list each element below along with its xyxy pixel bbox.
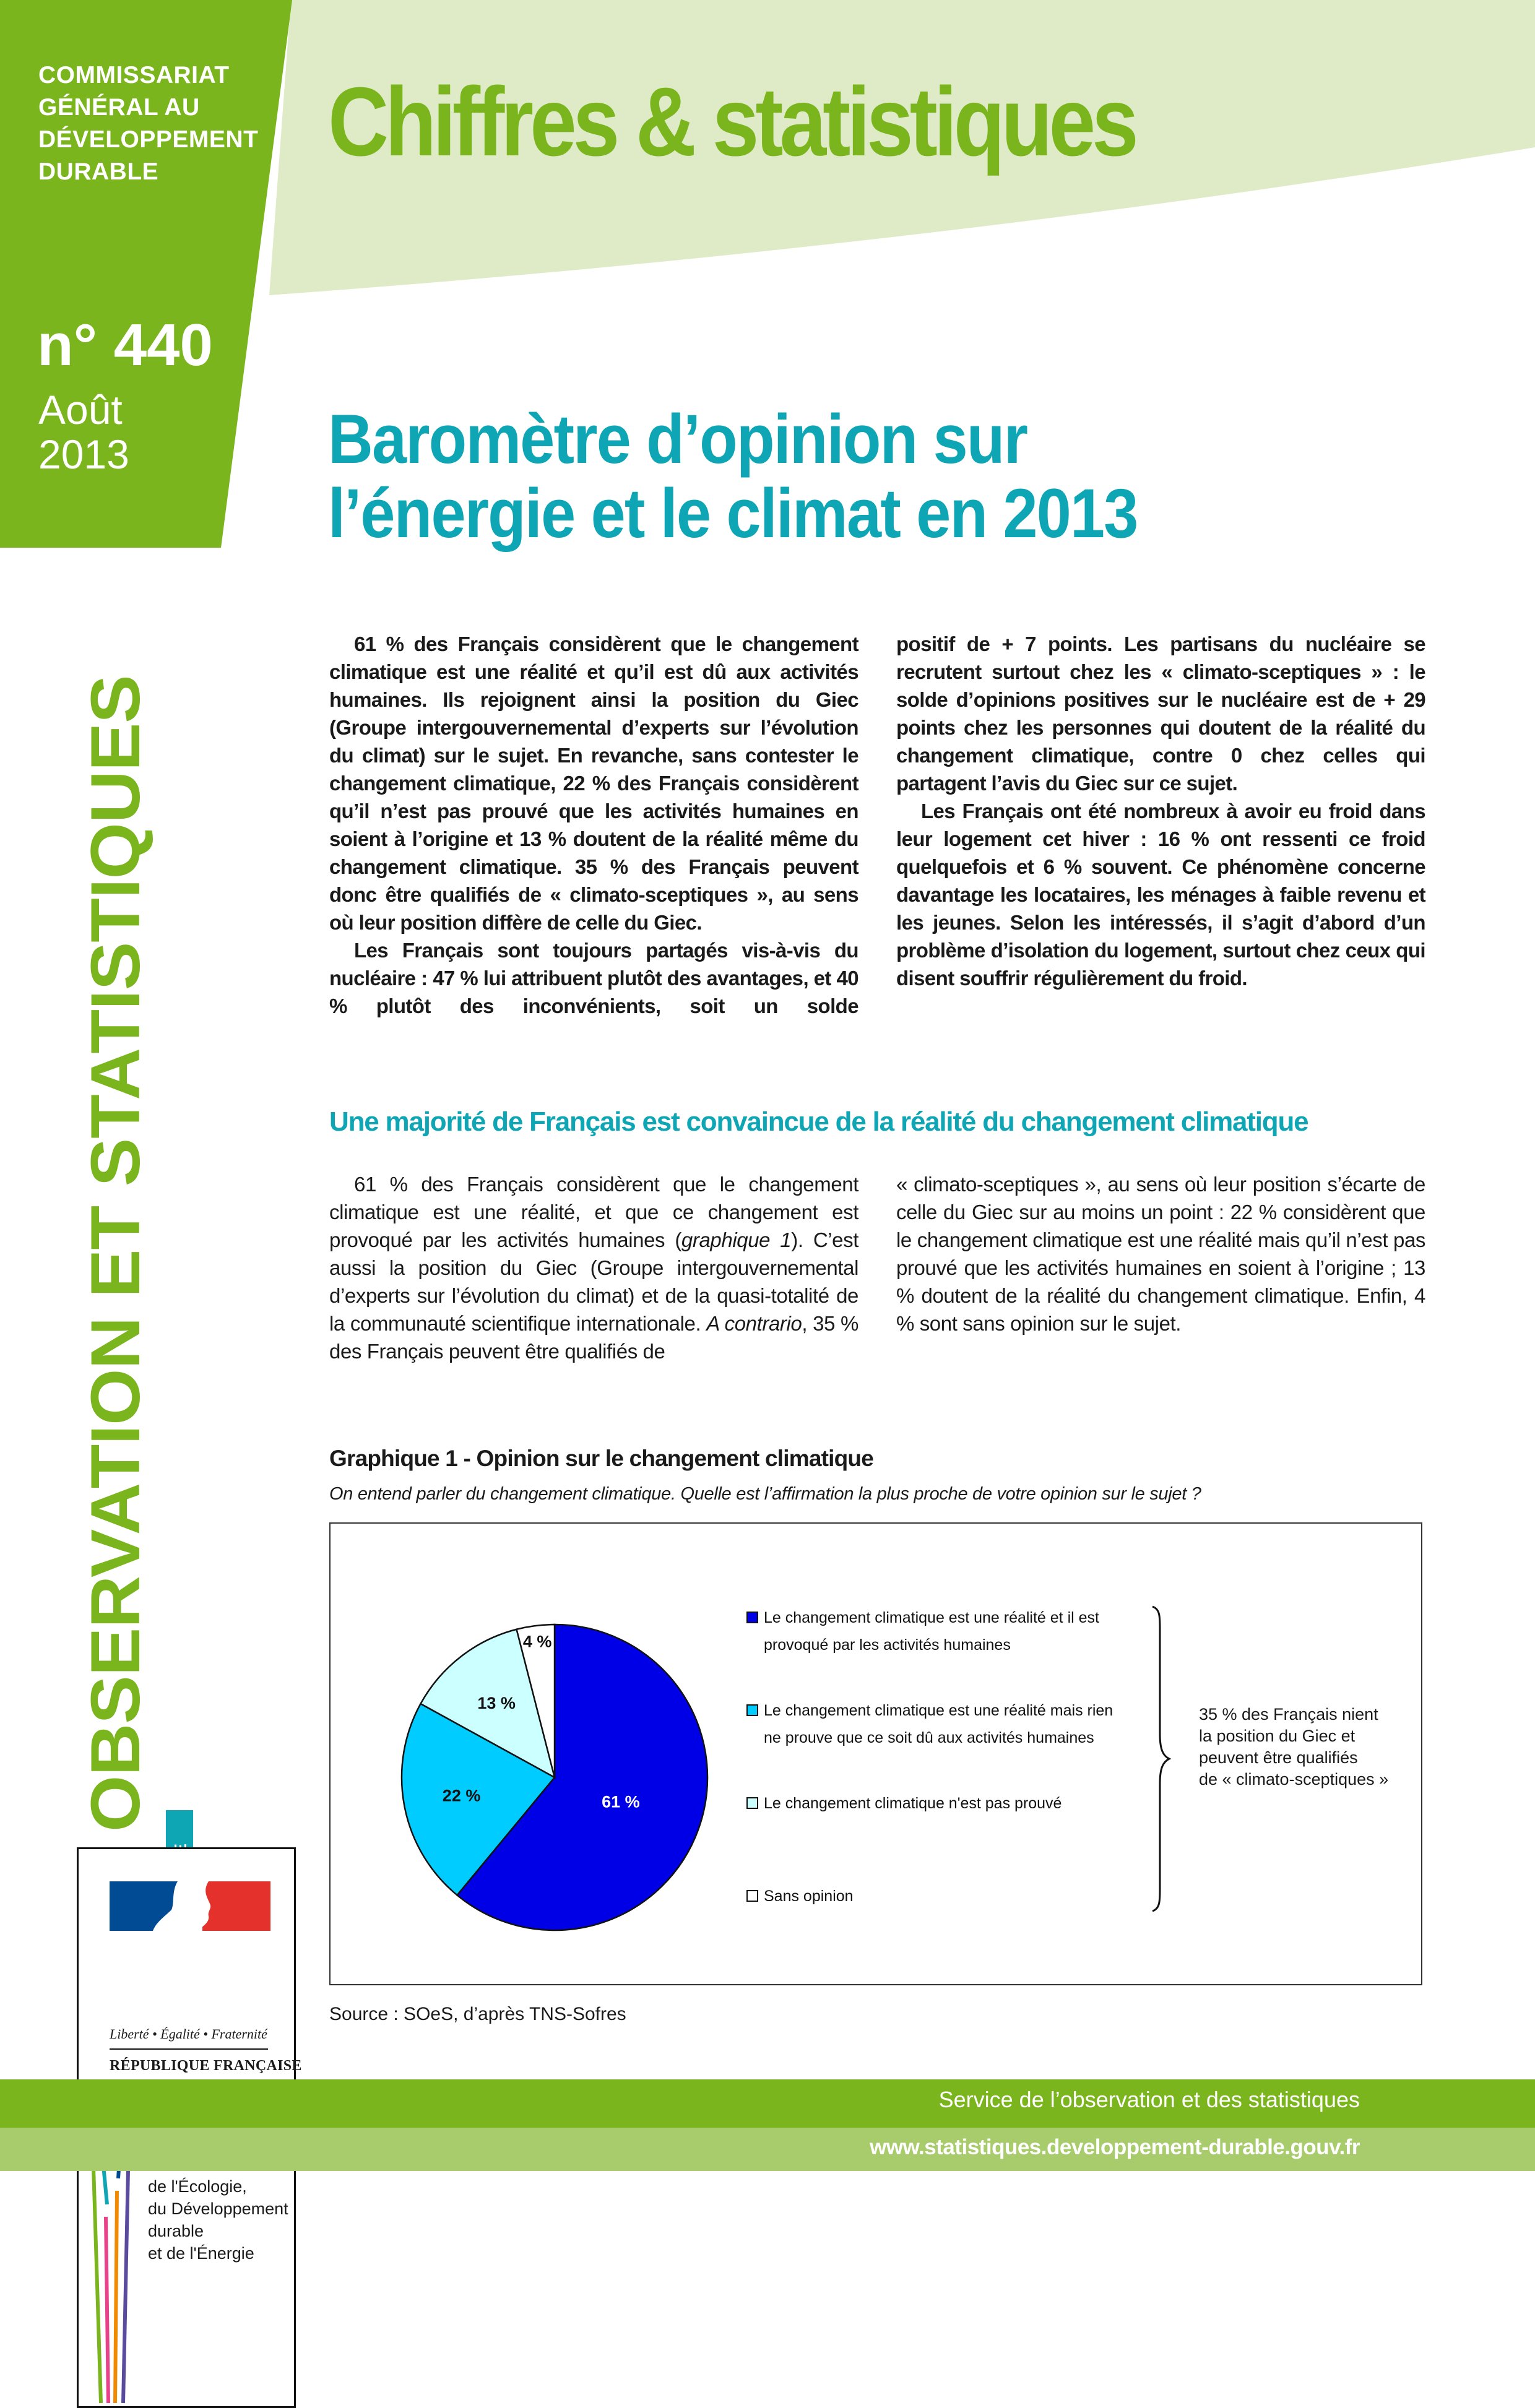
publication-brand: Chiffres & statistiques	[328, 67, 1135, 176]
annotation-line: la position du Giec et	[1199, 1727, 1356, 1745]
section-right-column	[896, 1170, 1425, 1337]
section-text: ). C’est aussi la position du Giec (Groupe intergouvernemental d’experts sur l’évolution du climat) et de la quasi-totalité de la communauté scientifique internationale.	[329, 1228, 858, 1335]
intro-paragraph: 61 % des Français considèrent que le changement climatique est une réalité et qu’il est dû aux activités humaines. Ils rejoignent ainsi la position du Giec (Groupe intergouvernemental d’experts sur l’évolution du climat) sur le sujet. En revanche, sans contester le changement climatique, 22 % des Français considèrent qu’il n’est pas prouvé que les activités humaines en soient à l’origine et 13 % doutent de la réalité même du changement climatique. 35 % des Français peuvent donc être qualifiés de « climato-sceptiques », au sens où leur position diffère de celle du Giec.	[329, 632, 858, 934]
brace-icon	[1148, 1604, 1185, 1914]
page-title	[328, 402, 1137, 551]
intro-paragraph: Les Français ont été nombreux à avoir eu froid dans leur logement cet hiver : 16 % ont ressenti ce froid quelquefois et 6 % souvent. Ce phénomène concerne davantage les locataires, les ménages à faible revenu et les jeunes. Selon les intéressés, il s’agit d’abord d’un problème d’isolation du logement, surtout chez ceux qui disent souffrir régulièrement du froid.	[896, 800, 1425, 990]
chart-source: Source : SOeS, d’après TNS-Sofres	[329, 2004, 626, 2024]
issue-date	[38, 387, 129, 477]
section-heading: Une majorité de Français est convaincue de la réalité du changement climatique	[329, 1107, 1308, 1137]
legend-label-line: provoqué par les activités humaines	[764, 1636, 1011, 1654]
title-line-1: Baromètre d’opinion sur	[328, 400, 1027, 478]
ministry-line: du Développement	[148, 2199, 288, 2218]
footer-website-link[interactable]: www.statistiques.developpement-durable.gouv.fr	[870, 2135, 1360, 2159]
intro-paragraph: positif de + 7 points. Les partisans du nucléaire se recrutent surtout chez les « climato-sceptiques » : le solde d’opinions positives sur le nucléaire est de + 29 points chez les personnes qui doutent de la réalité du changement climatique, contre 0 chez celles qui partagent l’avis du Giec sur ce sujet.	[896, 632, 1425, 795]
intro-left-column	[329, 630, 858, 1020]
chart-reference-link[interactable]: graphique 1	[681, 1228, 792, 1251]
legend-label-line: Le changement climatique n'est pas prouvé	[764, 1795, 1062, 1812]
chart-subtitle: On entend parler du changement climatique. Quelle est l’affirmation la plus proche de votre opinion sur le sujet ?	[329, 1484, 1201, 1504]
legend-label	[764, 1883, 854, 1910]
marianne-flag-icon	[110, 1879, 270, 1935]
section-paragraph: « climato-sceptiques », au sens où leur position s’écarte de celle du Giec sur au moins un point : 22 % considèrent que le changement climatique est une réalité mais qu’il n’est pas prouvé que les activités humaines en soient à l’origine ; 13 % doutent de la réalité du changement climatique. Enfin, 4 % sont sans opinion sur le sujet.	[896, 1173, 1425, 1335]
legend-swatch	[746, 1890, 758, 1902]
chart-title: Graphique 1 - Opinion sur le changement climatique	[329, 1446, 873, 1471]
pie-data-label: 61 %	[602, 1792, 640, 1811]
legend-swatch	[746, 1612, 758, 1623]
issue-year: 2013	[38, 431, 129, 477]
title-line-2: l’énergie et le climat en 2013	[328, 475, 1138, 552]
org-line-1: COMMISSARIAT	[38, 62, 230, 88]
annotation-line: peuvent être qualifiés	[1199, 1748, 1358, 1767]
pie-data-label: 4 %	[522, 1632, 552, 1651]
section-paragraph	[329, 1170, 858, 1365]
issue-month: Août	[38, 387, 123, 433]
section-text: , 35 % des Français peuvent être qualifiés de	[329, 1312, 858, 1363]
intro-right-column	[896, 630, 1425, 992]
series-label-text: OBSERVATION ET STATISTIQUES	[77, 675, 154, 1832]
issue-number: n° 440	[37, 312, 213, 378]
annotation-line: de « climato-sceptiques »	[1199, 1770, 1389, 1789]
org-line-3: DÉVELOPPEMENT	[38, 126, 259, 153]
organization-name	[38, 59, 258, 188]
legend-label-line: Le changement climatique est une réalité mais rien	[764, 1702, 1113, 1719]
republic-name: RÉPUBLIQUE FRANÇAISE	[110, 2058, 302, 2074]
annotation-line: 35 % des Français nient	[1199, 1705, 1378, 1724]
intro-paragraph: Les Français sont toujours partagés vis-à-vis du nucléaire : 47 % lui attribuent plutôt des avantages, et 40 % plutôt des inconvénients, soit un solde	[329, 939, 858, 1017]
ministry-line: et de l'Énergie	[148, 2244, 254, 2263]
divider	[110, 2048, 268, 2050]
ministry-logo	[77, 2138, 296, 2408]
series-vertical-label	[76, 675, 155, 1832]
org-line-4: DURABLE	[38, 158, 159, 185]
legend-label-line: ne prouve que ce soit dû aux activités humaines	[764, 1729, 1094, 1746]
chart-annotation	[1199, 1704, 1388, 1790]
ministry-stripes-icon	[81, 2139, 143, 2406]
legend-label-line: Le changement climatique est une réalité et il est	[764, 1609, 1099, 1626]
legend-swatch	[746, 1797, 758, 1809]
section-text: 61 % des Français considèrent que le changement climatique est une réalité, et que ce changement est provoqué par les activités humaines (	[329, 1173, 858, 1251]
legend-label	[764, 1604, 1099, 1659]
ministry-line: durable	[148, 2222, 204, 2240]
pie-data-label: 13 %	[477, 1693, 516, 1712]
ministry-line: de l'Écologie,	[148, 2177, 247, 2196]
legend-label	[764, 1790, 1062, 1817]
footer-service-name: Service de l’observation et des statistiques	[938, 2087, 1360, 2112]
republic-motto: Liberté • Égalité • Fraternité	[110, 2026, 267, 2042]
legend-label-line: Sans opinion	[764, 1888, 854, 1905]
section-italic-text: A contrario	[706, 1312, 802, 1335]
pie-data-label: 22 %	[442, 1786, 481, 1805]
org-line-2: GÉNÉRAL AU	[38, 94, 200, 121]
legend-label	[764, 1697, 1113, 1751]
section-left-column	[329, 1170, 858, 1365]
legend-swatch	[746, 1704, 758, 1716]
